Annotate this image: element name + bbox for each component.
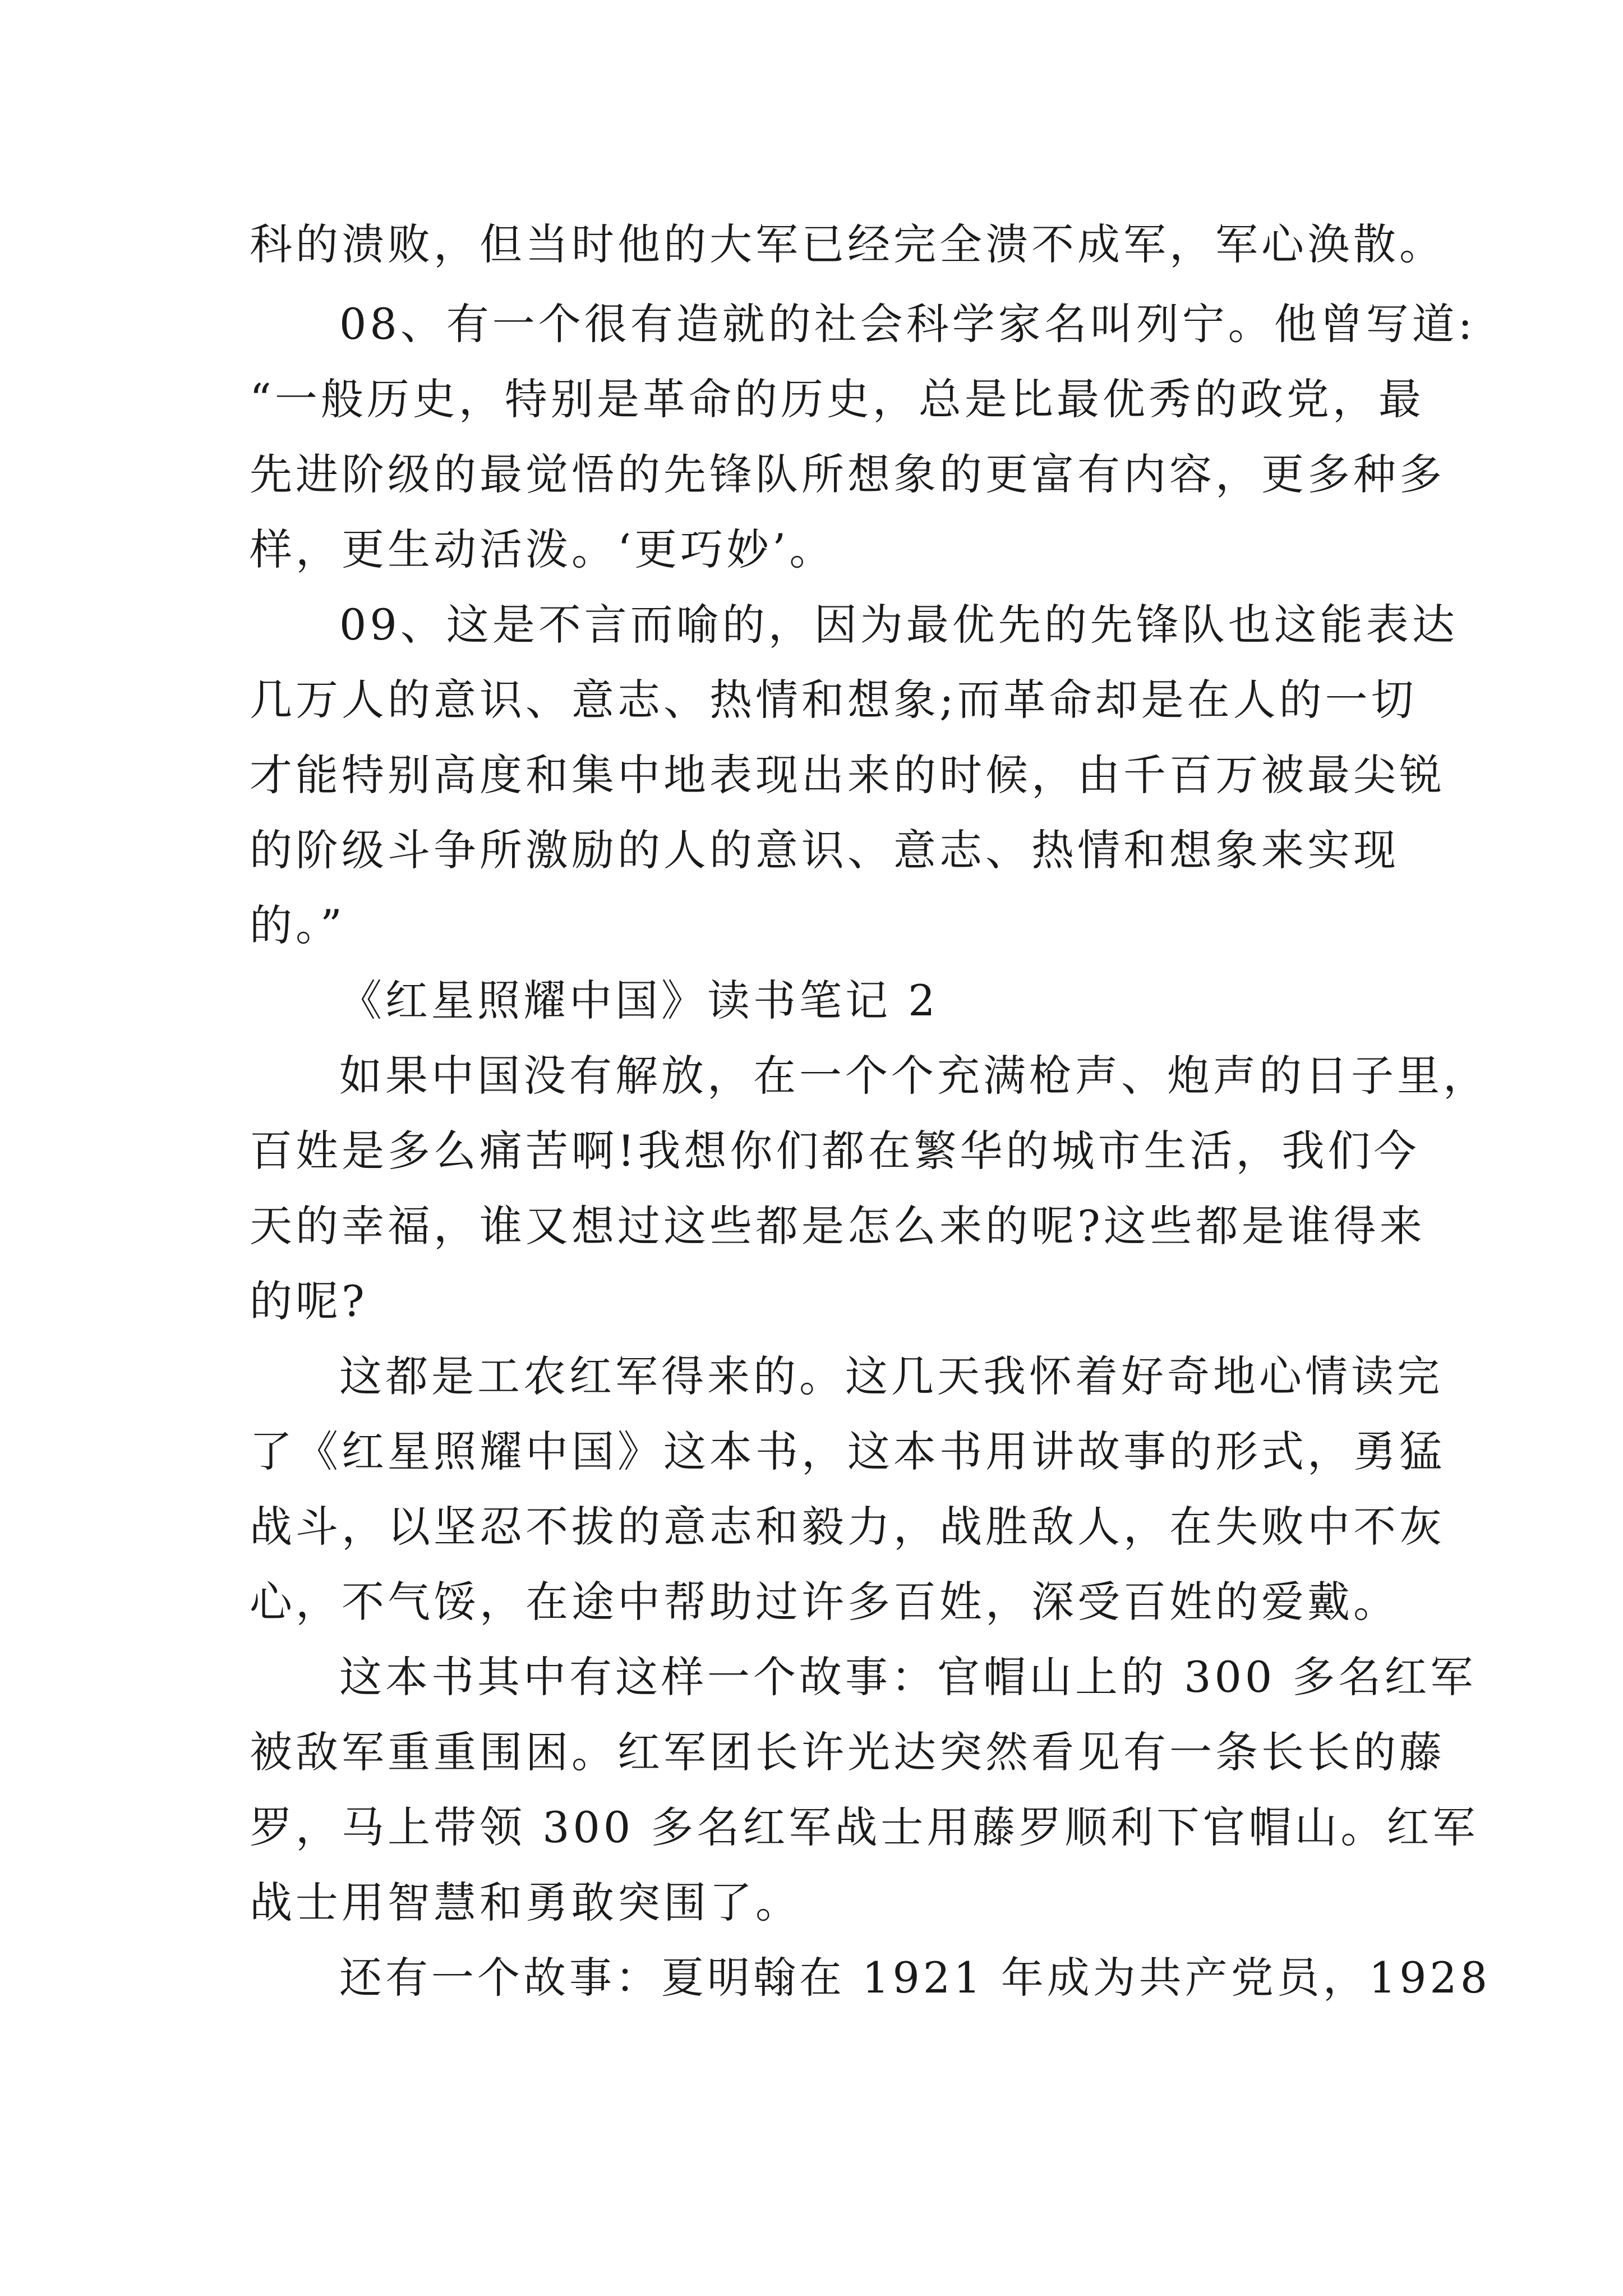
body-line: 如果中国没有解放，在一个个充满枪声、炮声的日子里， (339, 1051, 1489, 1101)
body-line: 09、这是不言而喻的，因为最优先的先锋队也这能表达 (339, 600, 1458, 650)
body-line: 08、有一个很有造就的社会科学家名叫列宁。他曾写道: (339, 299, 1476, 349)
body-line: 才能特别高度和集中地表现出来的时候，由千百万被最尖锐 (250, 750, 1445, 800)
body-line: 天的幸福，谁又想过这些都是怎么来的呢?这些都是谁得来 (250, 1201, 1426, 1251)
body-line: 战斗，以坚忍不拔的意志和毅力，战胜敌人，在失败中不灰 (250, 1502, 1445, 1552)
section-title: 《红星照耀中国》读书笔记 2 (339, 976, 939, 1025)
body-line: 心，不气馁，在途中帮助过许多百姓，深受百姓的爱戴。 (250, 1577, 1399, 1627)
body-line: 先进阶级的最觉悟的先锋队所想象的更富有内容，更多种多 (250, 449, 1445, 499)
body-line: 还有一个故事：夏明翰在 1921 年成为共产党员，1928 (339, 1953, 1491, 2003)
body-line: 战士用智慧和勇敢突围了。 (250, 1878, 801, 1927)
body-line: 的。” (250, 900, 345, 950)
body-line: 罗，马上带领 300 多名红军战士用藤罗顺利下官帽山。红军 (250, 1802, 1479, 1852)
body-line: 了《红星照耀中国》这本书，这本书用讲故事的形式，勇猛 (250, 1427, 1445, 1476)
body-line: 百姓是多么痛苦啊!我想你们都在繁华的城市生活，我们今 (250, 1126, 1420, 1176)
body-line: 样，更生动活泼。‘更巧妙’。 (250, 524, 836, 574)
body-line: “一般历史，特别是革命的历史，总是比最优秀的政党，最 (250, 374, 1424, 424)
body-line: 被敌军重重围困。红军团长许光达突然看见有一条长长的藤 (250, 1727, 1445, 1777)
body-line: 科的溃败，但当时他的大军已经完全溃不成军，军心涣散。 (250, 219, 1445, 269)
body-line: 的阶级斗争所激励的人的意识、意志、热情和想象来实现 (250, 825, 1399, 875)
body-line: 这本书其中有这样一个故事：官帽山上的 300 多名红军 (339, 1652, 1477, 1702)
body-line: 几万人的意识、意志、热情和想象;而革命却是在人的一切 (250, 675, 1417, 725)
body-line: 的呢? (250, 1276, 368, 1326)
body-line: 这都是工农红军得来的。这几天我怀着好奇地心情读完 (339, 1351, 1443, 1401)
